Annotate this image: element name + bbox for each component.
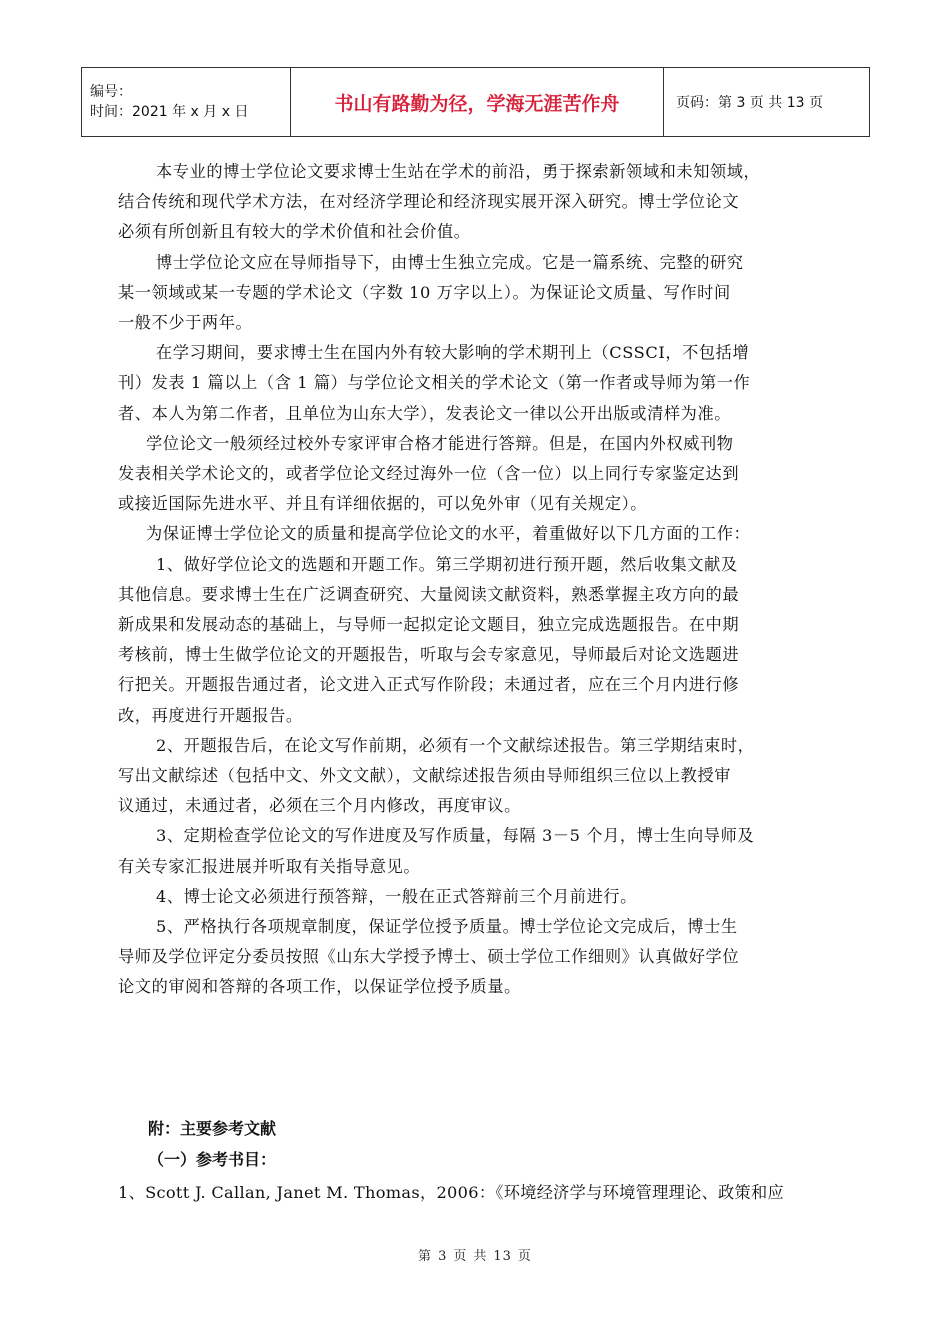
text-line: 行把关。开题报告通过者，论文进入正式写作阶段；未通过者，应在三个月内进行修 [118,675,740,695]
text-line: 新成果和发展动态的基础上，与导师一起拟定论文题目，独立完成选题报告。在中期 [118,615,740,635]
footer-page-word-3: 页 [517,1249,532,1264]
page-footer [0,1245,950,1264]
appendix-heading: 附：主要参考文献 [148,1119,277,1138]
paragraph-publication-cont [118,368,838,428]
document-date: 时间：2021 年 x 月 x 日 [90,104,249,120]
footer-total-word: 共 [473,1249,488,1264]
paragraph-external-review-cont [118,459,838,519]
paragraph-quality-intro [118,519,838,549]
text-line: 本专业的博士学位论文要求博士生站在学术的前沿，勇于探索新领域和未知领域， [156,162,761,181]
text-line: 考核前，博士生做学位论文的开题报告，听取与会专家意见，导师最后对论文选题进 [118,645,740,665]
document-body [118,157,838,1003]
text-line: 有关专家汇报进展并听取有关指导意见。 [118,856,421,876]
text-line: 改，再度进行开题报告。 [118,705,303,725]
footer-page-word-2: 页 [453,1249,468,1264]
paragraph-supervision [118,248,838,278]
list-item-regulations [118,912,838,942]
list-item-topic-selection-cont [118,580,838,731]
text-line: 学位论文一般须经过校外专家评审合格才能进行答辩。但是，在国内外权威刊物 [146,433,734,453]
footer-page-number: 3 [438,1249,448,1264]
text-line: 其他信息。要求博士生在广泛调查研究、大量阅读文献资料，熟悉掌握主攻方向的最 [118,584,740,604]
appendix-section [148,1113,276,1175]
text-line: 博士学位论文应在导师指导下，由博士生独立完成。它是一篇系统、完整的研究 [156,252,744,272]
text-line: 写出文献综述（包括中文、外文文献），文献综述报告须由导师组织三位以上教授审 [118,766,732,786]
text-line: 发表相关学术论文的，或者学位论文经过海外一位（含一位）以上同行专家鉴定达到 [118,464,740,484]
text-line: 1、做好学位论文的选题和开题工作。第三学期初进行预开题，然后收集文献及 [156,554,738,574]
paragraph-doctoral-requirements [118,157,838,187]
footer-page-word: 第 [418,1249,433,1264]
text-line: 刊）发表 1 篇以上（含 1 篇）与学位论文相关的学术论文（第一作者或导师为第一作 [118,373,751,393]
text-line: 或接近国际先进水平、并且有详细依据的，可以免外审（见有关规定）。 [118,494,648,514]
list-item-regulations-cont [118,942,838,1002]
text-line: 2、开题报告后，在论文写作前期，必须有一个文献综述报告。第三学期结束时， [156,735,755,755]
text-line: 必须有所创新且有较大的学术价值和社会价值。 [118,222,471,242]
document-header [81,67,870,137]
text-line: 为保证博士学位论文的质量和提高学位论文的水平，着重做好以下几方面的工作： [146,524,751,544]
header-motto: 书山有路勤为径，学海无涯苦作舟 [291,68,664,137]
text-line: 论文的审阅和答辩的各项工作，以保证学位授予质量。 [118,977,521,997]
list-item-literature-review [118,731,838,761]
document-number-label: 编号： [90,84,132,100]
list-item-literature-review-cont [118,761,838,821]
appendix-subheading: （一）参考书目： [148,1150,277,1169]
reference-item: 1、Scott J. Callan, Janet M. Thomas，2006：《环境经济学与环境管理理论、政策和应 [118,1183,785,1202]
list-item-topic-selection [118,550,838,580]
text-line: 议通过，未通过者，必须在三个月内修改，再度审议。 [118,796,521,816]
text-line: 结合传统和现代学术方法，在对经济学理论和经济现实展开深入研究。博士学位论文 [118,192,740,212]
footer-total-pages: 13 [493,1249,512,1264]
text-line: 5、严格执行各项规章制度，保证学位授予质量。博士学位论文完成后，博士生 [156,917,738,937]
paragraph-external-review [118,429,838,459]
list-item-pre-defense [118,882,838,912]
list-item-progress-check [118,821,838,851]
header-page-info: 页码：第 3 页 共 13 页 [664,68,870,137]
header-meta-cell [82,68,291,137]
paragraph-publication [118,338,838,368]
text-line: 者、本人为第二作者，且单位为山东大学），发表论文一律以公开出版或清样为准。 [118,403,732,423]
paragraph-doctoral-requirements-cont [118,187,838,247]
text-line: 某一领域或某一专题的学术论文（字数 10 万字以上）。为保证论文质量、写作时间 [118,282,731,302]
text-line: 一般不少于两年。 [118,313,253,333]
text-line: 4、博士论文必须进行预答辩，一般在正式答辩前三个月前进行。 [156,886,637,906]
paragraph-supervision-cont [118,278,838,338]
text-line: 3、定期检查学位论文的写作进度及写作质量，每隔 3－5 个月，博士生向导师及 [156,826,755,846]
text-line: 在学习期间，要求博士生在国内外有较大影响的学术期刊上（CSSCI，不包括增 [156,343,750,363]
list-item-progress-check-cont [118,852,838,882]
text-line: 导师及学位评定分委员按照《山东大学授予博士、硕士学位工作细则》认真做好学位 [118,947,740,967]
